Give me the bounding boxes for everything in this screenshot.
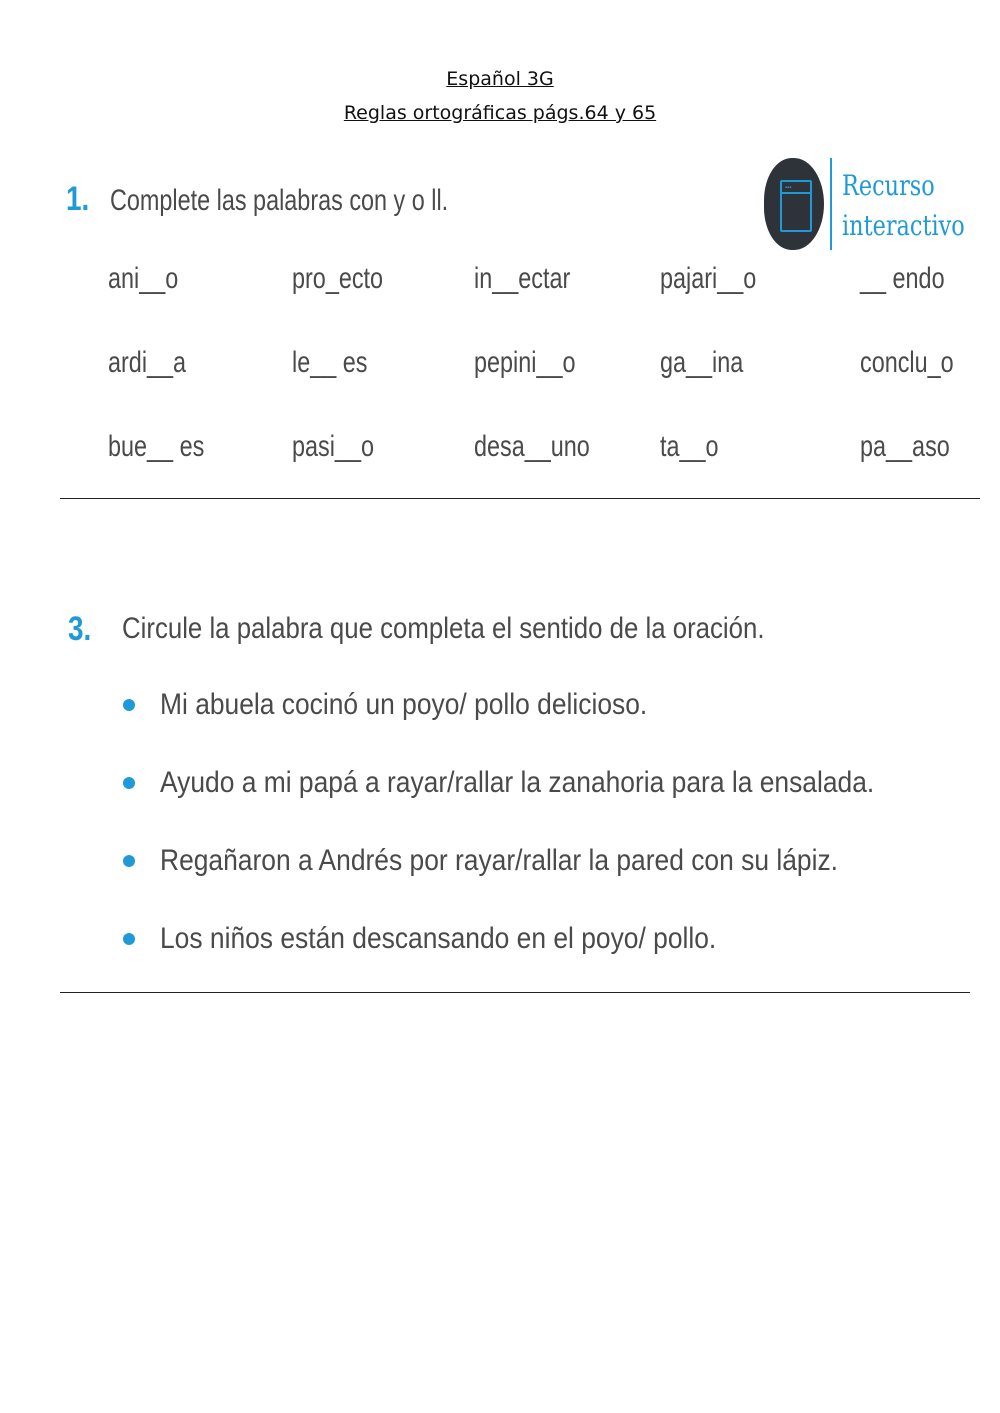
word-row xyxy=(108,262,988,346)
section-divider xyxy=(60,498,980,499)
list-item xyxy=(120,766,980,844)
document-header xyxy=(0,62,1000,130)
exercise-1-instruction: Complete las palabras con y o ll. xyxy=(110,184,449,217)
fill-word[interactable]: pa__aso xyxy=(860,430,950,463)
course-title: Español 3G xyxy=(446,68,554,90)
exercise-1-number: 1. xyxy=(66,180,90,218)
fill-word[interactable]: pasi__o xyxy=(292,430,374,463)
fill-word[interactable]: pajari__o xyxy=(660,262,757,295)
sentence-text[interactable]: Mi abuela cocinó un poyo/ pollo delicioso. xyxy=(160,688,648,721)
sentence-list xyxy=(120,688,980,1000)
fill-word[interactable]: ta__o xyxy=(660,430,719,463)
fill-word[interactable]: le__ es xyxy=(292,346,368,379)
exercise-3-number: 3. xyxy=(68,610,92,648)
fill-word[interactable]: ardi__a xyxy=(108,346,187,379)
bullet-icon xyxy=(123,855,135,867)
bullet-icon xyxy=(123,699,135,711)
sentence-text[interactable]: Ayudo a mi papá a rayar/rallar la zanahoria para la ensalada. xyxy=(160,766,875,799)
fill-word[interactable]: ani__o xyxy=(108,262,179,295)
fill-word[interactable]: ga__ina xyxy=(660,346,744,379)
word-row xyxy=(108,346,988,430)
bullet-icon xyxy=(123,933,135,945)
fill-word[interactable]: in__ectar xyxy=(474,262,571,295)
exercise-3-instruction: Circule la palabra que completa el sentido de la oración. xyxy=(122,612,765,645)
fill-word[interactable]: pepini__o xyxy=(474,346,576,379)
bullet-icon xyxy=(123,777,135,789)
interactive-resource-badge[interactable] xyxy=(764,156,984,254)
sentence-text[interactable]: Los niños están descansando en el poyo/ pollo. xyxy=(160,922,717,955)
sentence-text[interactable]: Regañaron a Andrés por rayar/rallar la pared con su lápiz. xyxy=(160,844,838,877)
section-divider xyxy=(60,992,970,993)
word-grid xyxy=(108,262,988,514)
list-item xyxy=(120,844,980,922)
badge-divider xyxy=(830,158,832,250)
list-item xyxy=(120,922,980,1000)
fill-word[interactable]: bue__ es xyxy=(108,430,205,463)
screen-icon: ▪▪▪ xyxy=(764,158,824,250)
fill-word[interactable]: pro_ecto xyxy=(292,262,384,295)
fill-word[interactable]: conclu_o xyxy=(860,346,954,379)
topic-title: Reglas ortográficas págs.64 y 65 xyxy=(343,102,657,124)
fill-word[interactable]: __ endo xyxy=(860,262,945,295)
badge-label: Recurso interactivo xyxy=(842,169,965,242)
list-item xyxy=(120,688,980,766)
word-row xyxy=(108,430,988,514)
fill-word[interactable]: desa__uno xyxy=(474,430,590,463)
